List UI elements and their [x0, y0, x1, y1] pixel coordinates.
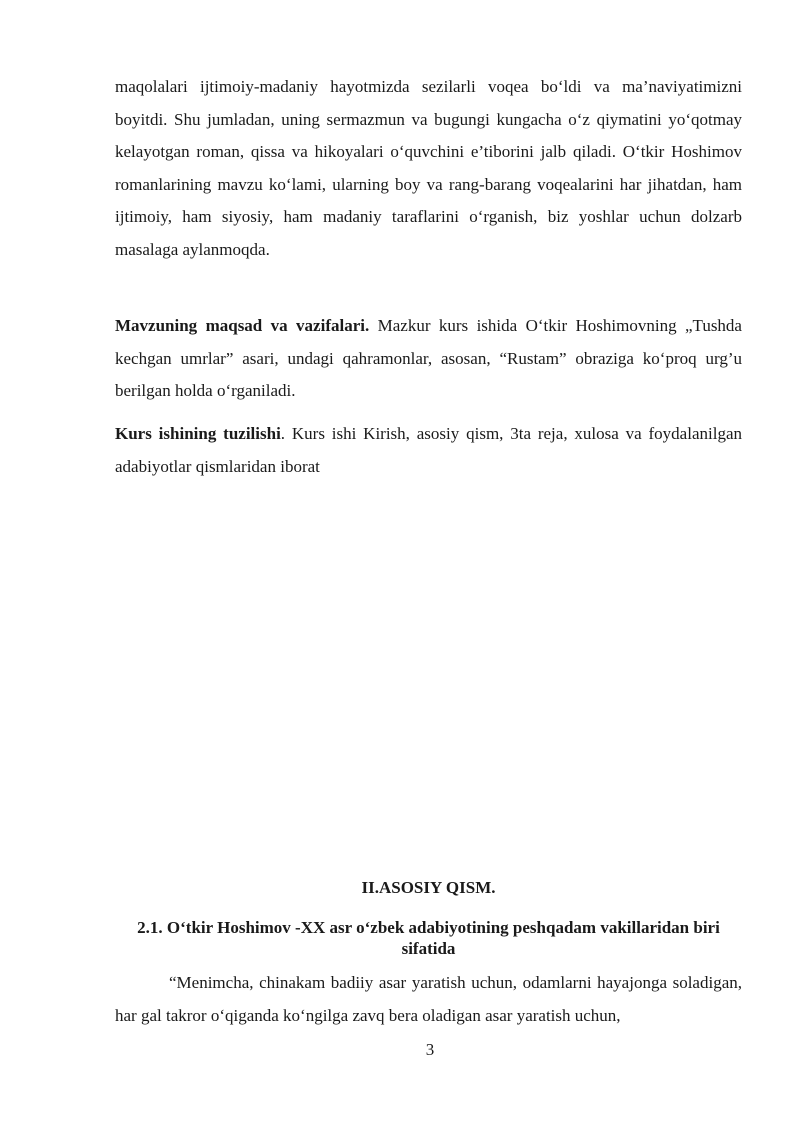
- goals-text: Mazkur kurs ishida O‘tkir Hoshimovning „Tushda kechgan umrlar” asari, undagi qahramonlar, asosan, “Rustam” obraziga ko‘proq urg’u berilgan holda o‘rganiladi.: [115, 316, 742, 401]
- body-paragraph-goals: [115, 310, 742, 408]
- page-number: 3: [425, 1040, 435, 1059]
- section-heading: II.ASOSIY QISM.: [361, 878, 496, 897]
- body-paragraph-intro: maqolalari ijtimoiy-madaniy hayotmizda sezilarli voqea bo‘ldi va ma’naviyatimizni boyitdi. Shu jumladan, uning sermazmun va bugungi kungacha o‘z qiymatini yo‘qotmay kelayotgan roman, qissa va hikoyalari o‘quvchini e’tiborini jalb qiladi. O‘tkir Hoshimov romanlarining mavzu ko‘lami, ularning boy va rang-barang voqealarini har jihatdan, ham ijtimoiy, ham siyosiy, ham madaniy taraflarini o‘rganish, biz yoshlar uchun dolzarb masalaga aylanmoqda.: [115, 77, 742, 259]
- goals-lead-label: Mavzuning maqsad va vazifalari.: [115, 316, 370, 335]
- body-paragraph-structure: [115, 418, 742, 483]
- structure-text: . Kurs ishi Kirish, asosiy qism, 3ta reja, xulosa va foydalanilgan adabiyotlar qismlaridan iborat: [115, 424, 742, 476]
- structure-lead-label: Kurs ishining tuzilishi: [115, 424, 281, 443]
- body-paragraph-quote: “Menimcha, chinakam badiiy asar yaratish uchun, odamlarni hayajonga soladigan, har gal takror o‘qiganda ko‘ngilga zavq bera oladigan asar yaratish uchun,: [115, 973, 742, 1025]
- subsection-heading: 2.1. O‘tkir Hoshimov -XX asr o‘zbek adabiyotining peshqadam vakillaridan biri sifatida: [137, 918, 720, 958]
